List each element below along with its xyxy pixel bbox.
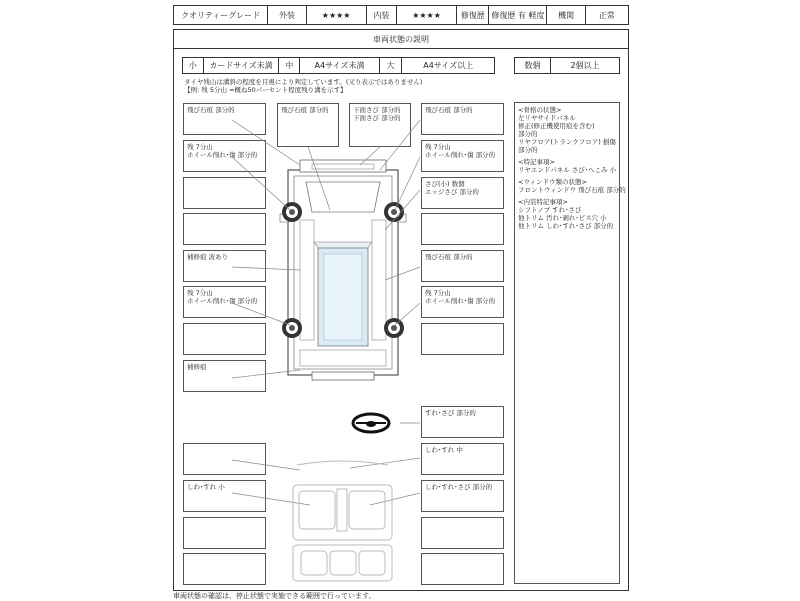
interior-box-left-2-text: しわ･すれ 小 <box>187 483 225 491</box>
notes-line: <内装特記事項> <box>518 198 568 206</box>
count-label: 数個 <box>515 58 551 73</box>
repair-history-value: 修復歴 有 軽度 <box>489 6 547 24</box>
size-large-desc: A4サイズ以上 <box>423 61 474 70</box>
repair-history-label: 修復歴 <box>457 6 489 24</box>
damage-box-right-2-text: 残 7分山 ホイール削れ･傷 部分的 <box>425 143 496 159</box>
interior-box-right-2-text: しわ･すれ 中 <box>425 446 463 454</box>
interior-stars: ★★★★ <box>397 6 457 24</box>
interior-box-right-1-text: すれ･さび 部分的 <box>425 409 476 417</box>
tire-note-line2: 【例: 残 5分山 =概ね50パーセント程度残り溝を示す】 <box>184 86 347 94</box>
damage-box-left-5-text: 補修痕 波あり <box>187 253 229 261</box>
size-small-desc: カードサイズ未満 <box>204 58 280 73</box>
notes-line: リヤフロア(トランクフロア) 損傷 <box>518 138 616 146</box>
interior-box-right-3-text: しわ･すれ･さび 部分的 <box>425 483 493 491</box>
notes-line: <特記事項> <box>518 158 555 166</box>
damage-box-right-6-text: 残 7分山 ホイール削れ･傷 部分的 <box>425 289 496 305</box>
notes-line: シフトノブ すれ･さび <box>518 206 582 214</box>
notes-line: リヤエンドパネル さび･へこみ 小 <box>518 166 617 174</box>
notes-line: フロントウィンドウ 飛び石痕 部分的 <box>518 186 626 194</box>
size-large: 大 <box>380 58 403 73</box>
quality-grade-label: クオリティーグレード <box>174 6 268 24</box>
damage-box-left-6-text: 残 7分山 ホイール削れ･傷 部分的 <box>187 289 258 305</box>
size-medium-desc: A4サイズ未満 <box>300 58 380 73</box>
engine-value: 正常 <box>598 10 615 20</box>
notes-line: 部分的 <box>518 130 538 138</box>
notes-line: <ウィンドウ類の状態> <box>518 178 588 186</box>
damage-box-right-1-text: 飛び石痕 部分的 <box>425 106 473 114</box>
damage-box-right-3-text: さび(小) 数個 エッジさび 部分的 <box>425 180 479 196</box>
damage-box-front-hood-text: 飛び石痕 部分的 <box>281 106 329 114</box>
steering-wheel-icon <box>350 410 392 436</box>
notes-line: 左リヤサイドパネル <box>518 114 576 122</box>
damage-box-right-5-text: 飛び石痕 部分的 <box>425 253 473 261</box>
exterior-stars: ★★★★ <box>307 6 367 24</box>
engine-label: 機関 <box>547 6 585 24</box>
damage-box-front-underside-text: 下面さび 部分的 下面さび 部分的 <box>353 106 401 122</box>
size-medium: 中 <box>279 58 300 73</box>
exterior-label: 外装 <box>268 6 306 24</box>
notes-line: 他トリム 汚れ･剥れ･ビス穴 小 <box>518 214 607 222</box>
notes-line: 部分的 <box>518 146 538 154</box>
notes-line: 他トリム しわ･すれ･さび 部分的 <box>518 222 614 230</box>
count-value: 2個以上 <box>570 61 600 70</box>
car-interior-diagram <box>285 455 400 585</box>
damage-box-left-8-text: 補修痕 <box>187 363 207 371</box>
tire-note-line1: タイヤ残山は溝斜の程度を目視により判定しています。(又り表示ではありません) <box>184 78 423 86</box>
section-title: 車両状態の説明 <box>373 34 429 44</box>
footer-note: 車両状態の確認は、停止状態で実施できる範囲で行っています。 <box>173 592 376 600</box>
damage-box-left-1-text: 飛び石痕 部分的 <box>187 106 235 114</box>
size-small: 小 <box>183 58 204 73</box>
interior-label: 内装 <box>367 6 397 24</box>
notes-line: <骨格の状態> <box>518 106 562 114</box>
notes-line: 修正(修正機使用痕を含む) <box>518 122 595 130</box>
damage-box-left-2-text: 残 7分山 ホイール削れ･傷 部分的 <box>187 143 258 159</box>
